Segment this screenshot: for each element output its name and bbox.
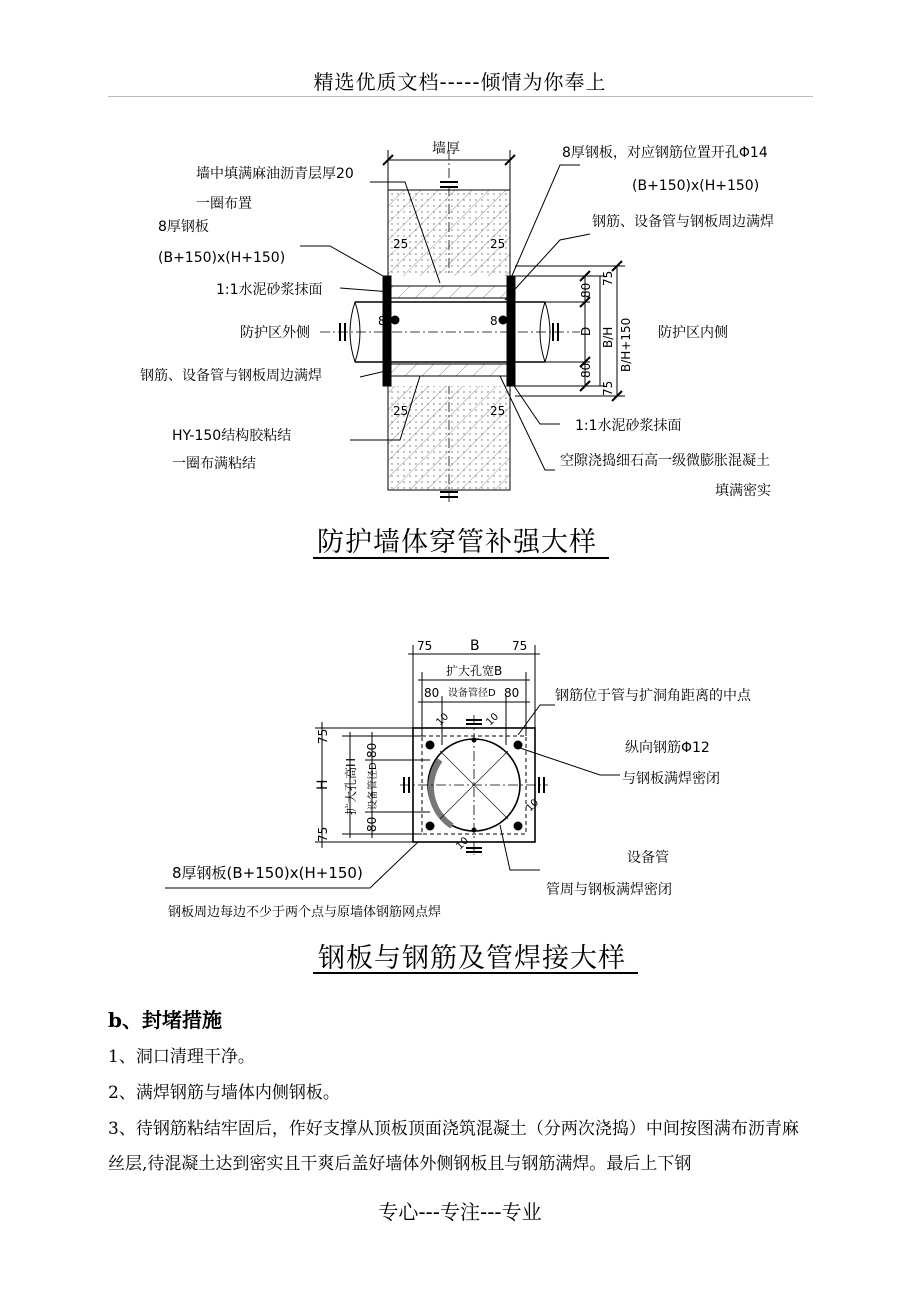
- page-header: 精选优质文档-----倾情为你奉上: [313, 70, 607, 94]
- fig2-label-long-rebar-2: 与钢板满焊密闭: [622, 771, 720, 787]
- fig1-dim-8-right: 8: [490, 314, 498, 328]
- fig1-label-concrete-2: 填满密实: [715, 483, 771, 499]
- fig2-dim-pipe-d-vert: 设备管径D: [368, 762, 379, 810]
- fig2-dim-10-c: 10: [524, 797, 542, 815]
- rebar-bl: [426, 822, 434, 830]
- fig1-dim-d: D: [579, 326, 593, 336]
- fig1-label-glue-2: 一圈布满粘结: [172, 456, 256, 472]
- section-item-3: 3、待钢筋粘结牢固后，作好支撑从顶板顶面浇筑混凝土（分两次浇捣）中间按图满布沥青麻丝层,待混凝土达到密实且干爽后盖好墙体外侧钢板且与钢筋满焊。最后上下钢: [108, 1119, 799, 1174]
- fig2-dim-80-right: 80: [504, 686, 520, 700]
- fig1-dim-25-br: 25: [490, 404, 506, 418]
- fig2-label-plate: 8厚钢板(B+150)x(H+150): [172, 864, 363, 882]
- fig1-dim-80-bottom: 80: [579, 362, 593, 378]
- fig2-dim-hole-height: 扩大孔高H: [344, 757, 358, 815]
- mortar-bottom: [391, 364, 507, 376]
- fig1-dim-75-top: 75: [601, 270, 615, 286]
- fig1-dim-75-bottom: 75: [601, 380, 615, 396]
- figure1-caption: 防护墙体穿管补强大样: [317, 527, 597, 558]
- fig2-label-rebar-pos: 钢筋位于管与扩洞角距离的中点: [555, 688, 751, 704]
- pipe-weld-shading: [431, 760, 452, 826]
- fig1-wall-thickness: 墙厚: [432, 141, 460, 157]
- fig2-dim-pipe-d: 设备管径D: [448, 688, 496, 699]
- fig2-dim-75-top: 75: [316, 728, 330, 744]
- fig2-dim-80-top: 80: [365, 742, 379, 758]
- fig2-dim-80-left: 80: [424, 686, 440, 700]
- rebar-br: [514, 822, 522, 830]
- fig1-label-fill-1: 墙中填满麻油沥青层厚20: [196, 166, 354, 182]
- fig2-dim-80-bottom: 80: [365, 816, 379, 832]
- fig1-label-plate-1: 8厚钢板: [158, 219, 209, 235]
- fig2-label-spot-weld: 钢板周边每边不少于两个点与原墙体钢筋网点焊: [168, 905, 442, 920]
- leader-weld-right: [505, 234, 590, 300]
- fig2-label-pipe-1: 设备管: [627, 850, 669, 866]
- fig1-dim-25-tr: 25: [490, 237, 506, 251]
- fig1-label-mortar-right: 1:1水泥砂浆抹面: [575, 418, 682, 434]
- figure2-plate-detail: [165, 645, 620, 888]
- fig1-label-weld-left: 钢筋、设备管与钢板周边满焊: [140, 368, 322, 384]
- figure1-wall-section: [300, 150, 625, 505]
- fig1-label-glue-1: HY-150结构胶粘结: [172, 428, 292, 444]
- fig1-dim-80-top: 80: [579, 282, 593, 298]
- fig1-dim-25-bl: 25: [393, 404, 409, 418]
- steel-plate-right: [507, 276, 515, 386]
- fig2-dim-b: B: [470, 638, 480, 654]
- fig2-label-long-rebar-1: 纵向钢筋Φ12: [625, 740, 710, 756]
- fig2-dim-10-a: 10: [434, 711, 452, 729]
- fig2-dim-75-left: 75: [417, 639, 433, 653]
- leader-plate-left: [300, 246, 383, 276]
- figure2-caption-underline: [313, 972, 638, 974]
- figure2-caption: 钢板与钢筋及管焊接大样: [318, 943, 626, 974]
- fig2-label-pipe-2: 管周与钢板满焊密闭: [546, 882, 672, 898]
- fig1-dim-8-left: 8: [378, 314, 386, 328]
- fig1-label-plate-right-2: (B+150)x(H+150): [632, 178, 760, 194]
- fig2-dim-hole-width: 扩大孔宽B: [446, 664, 503, 678]
- leader-mortar-right: [510, 380, 560, 424]
- fig2-dim-75-right: 75: [512, 639, 528, 653]
- fig1-label-plate-2: (B+150)x(H+150): [158, 250, 286, 266]
- fig2-dim-75-bottom: 75: [316, 826, 330, 842]
- fig1-dim-25-tl: 25: [393, 237, 409, 251]
- fig2-dim-h: H: [315, 779, 331, 790]
- fig1-label-inner: 防护区内侧: [658, 325, 728, 341]
- section-item-1: 1、洞口清理干净。: [108, 1047, 255, 1067]
- page-footer: 专心---专注---专业: [378, 1200, 542, 1224]
- steel-plate-left: [383, 276, 391, 386]
- leader-plate-right: [511, 165, 580, 278]
- fig2-dim-10-d: 10: [454, 835, 472, 853]
- fig1-label-fill-2: 一圈布置: [196, 196, 252, 212]
- fig2-dim-10-b: 10: [484, 711, 502, 729]
- mortar-top: [391, 286, 507, 298]
- fig1-label-outer: 防护区外侧: [240, 325, 310, 341]
- leader-pipe: [500, 825, 540, 870]
- rebar-tl: [426, 741, 434, 749]
- figure1-caption-underline: [313, 557, 609, 559]
- fig1-dim-bh: B/H: [601, 326, 615, 348]
- rebar-right-top: [499, 316, 507, 324]
- rebar-left-top: [391, 316, 399, 324]
- section-item-2: 2、满焊钢筋与墙体内侧钢板。: [108, 1083, 340, 1103]
- section-title: b、封堵措施: [108, 1008, 222, 1032]
- fig1-label-mortar-left: 1:1水泥砂浆抹面: [216, 282, 323, 298]
- fig1-label-plate-right-1: 8厚钢板，对应钢筋位置开孔Φ14: [562, 145, 768, 161]
- fig1-label-concrete-1: 空隙浇捣细石高一级微膨胀混凝土: [560, 453, 770, 469]
- fig1-label-weld-right: 钢筋、设备管与钢板周边满焊: [592, 214, 774, 230]
- fig1-dim-bh150: B/H+150: [619, 317, 633, 372]
- leader-rebar-pos: [518, 705, 555, 735]
